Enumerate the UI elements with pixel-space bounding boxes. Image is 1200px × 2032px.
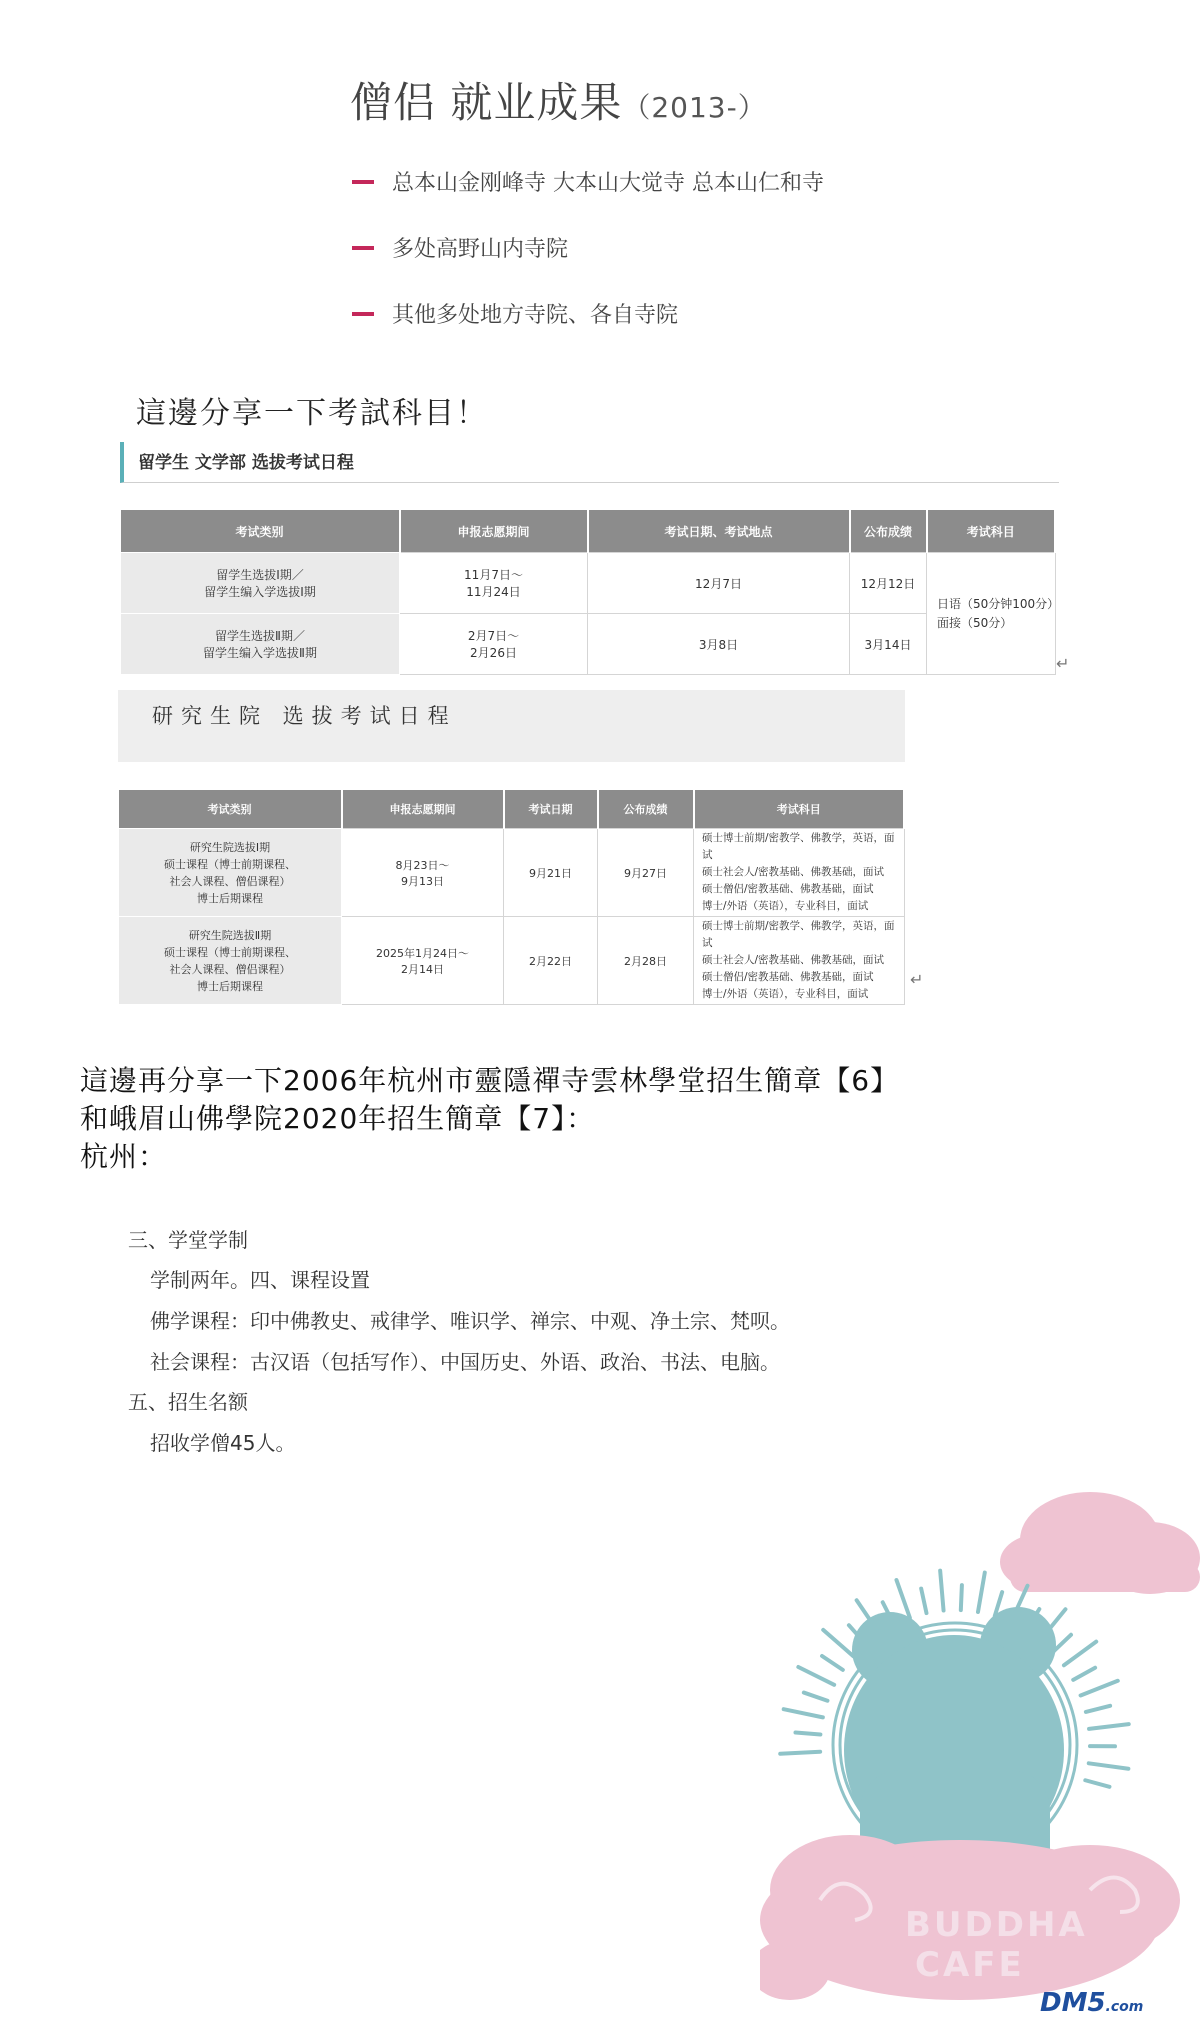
bullet-dash <box>352 246 374 250</box>
graduate-exam-table <box>118 790 905 1005</box>
doc-line: 学制两年。四、课程设置 <box>150 1268 370 1292</box>
result-item: 其他多处地方寺院、各自寺院 <box>352 298 678 329</box>
share-admission-text <box>80 1062 899 1176</box>
ray-line <box>823 1630 853 1656</box>
table-row <box>121 614 1056 675</box>
ray-line <box>1085 1780 1109 1787</box>
ray-line <box>795 1733 820 1735</box>
result-cell: 12月12日 <box>850 553 927 614</box>
watermark: DM5.com <box>1040 1988 1144 2018</box>
period-cell: 2月7日～ 2月26日 <box>400 614 588 675</box>
doc-line: 社会课程：古汉语（包括写作）、中国历史、外语、政治、书法、电脑。 <box>150 1350 780 1374</box>
ray-line <box>1081 1681 1118 1696</box>
col-header: 公布成绩 <box>598 790 694 829</box>
period-cell: 2025年1月24日～ 2月14日 <box>342 917 504 1005</box>
subjects-cell: 日语（50分钟100分） 面接（50分） <box>927 553 1056 675</box>
table-row <box>119 917 905 1005</box>
date-cell: 9月21日 <box>504 829 598 917</box>
category-cell: 留学生选拔Ⅰ期／ 留学生编入学选拔Ⅰ期 <box>121 553 400 614</box>
category-cell: 留学生选拔Ⅱ期／ 留学生编入学选拔Ⅱ期 <box>121 614 400 675</box>
section-header-graduate: 研究生院 选拔考试日程 <box>118 690 905 762</box>
ray-line <box>921 1589 926 1613</box>
table-header-row <box>119 790 905 829</box>
date-cell: 3月8日 <box>588 614 850 675</box>
doc-line: 佛学课程：印中佛教史、戒律学、唯识学、禅宗、中观、净土宗、梵呗。 <box>150 1309 790 1333</box>
table-row <box>121 553 1056 614</box>
ray-line <box>804 1693 828 1701</box>
doc-line: 三、学堂学制 <box>128 1228 248 1252</box>
col-header: 公布成绩 <box>850 510 927 553</box>
bullet-dash <box>352 180 374 184</box>
ray-line <box>1089 1763 1129 1768</box>
return-mark: ↵ <box>1056 654 1070 673</box>
logo-text <box>905 1905 1088 1985</box>
col-header: 申报志愿期间 <box>400 510 588 553</box>
ray-line <box>896 1580 909 1618</box>
ray-line <box>798 1667 834 1685</box>
share-line: 這邊再分享一下2006年杭州市靈隱禪寺雲林學堂招生簡章【6】 <box>80 1064 900 1097</box>
pink-cloud-icon <box>1000 1492 1200 1594</box>
result-cell: 3月14日 <box>850 614 927 675</box>
table-row <box>119 829 905 917</box>
result-cell: 2月28日 <box>598 917 694 1005</box>
col-header: 考试类别 <box>119 790 342 829</box>
ray-line <box>822 1656 843 1670</box>
col-header: 考试日期 <box>504 790 598 829</box>
result-item: 多处高野山内寺院 <box>352 232 568 263</box>
share-line: 杭州： <box>80 1140 168 1173</box>
ray-line <box>1086 1706 1110 1712</box>
category-cell: 研究生院选拔Ⅱ期 硕士课程（博士前期课程、 社会人课程、僧侣课程） 博士后期课程 <box>119 917 342 1005</box>
col-header: 申报志愿期间 <box>342 790 504 829</box>
section-header-undergrad: 留学生 文学部 选拔考试日程 <box>120 442 1059 483</box>
ray-line <box>978 1573 985 1612</box>
table-header-row <box>121 510 1056 553</box>
result-cell: 9月27日 <box>598 829 694 917</box>
col-header: 考试类别 <box>121 510 400 553</box>
date-cell: 12月7日 <box>588 553 850 614</box>
bullet-dash <box>352 312 374 316</box>
doc-line: 五、招生名额 <box>128 1390 248 1414</box>
ray-line <box>961 1585 962 1610</box>
ray-line <box>784 1709 823 1717</box>
result-item: 总本山金刚峰寺 大本山大觉寺 总本山仁和寺 <box>352 166 824 197</box>
page-title: 僧侣 就业成果（2013-） <box>350 78 767 127</box>
category-cell: 研究生院选拔Ⅰ期 硕士课程（博士前期课程、 社会人课程、僧侣课程） 博士后期课程 <box>119 829 342 917</box>
subjects-cell: 硕士博士前期/密教学、佛教学，英语，面试 硕士社会人/密教基础、佛教基础，面试 硕士僧侣/密教基础、佛教基础，面试 博士/外语（英语），专业科目，面试 <box>694 917 905 1005</box>
ray-line <box>780 1752 820 1754</box>
logo-line: BUDDHA <box>905 1905 1088 1945</box>
return-mark: ↵ <box>910 970 924 989</box>
ray-line <box>940 1571 943 1611</box>
doc-line: 招收学僧45人。 <box>150 1431 296 1455</box>
date-cell: 2月22日 <box>504 917 598 1005</box>
ray-line <box>1073 1668 1095 1680</box>
share-exam-text: 這邊分享一下考試科目！ <box>136 396 488 431</box>
col-header: 考试日期、考试地点 <box>588 510 850 553</box>
period-cell: 11月7日～ 11月24日 <box>400 553 588 614</box>
share-line: 和峨眉山佛學院2020年招生簡章【7】： <box>80 1102 596 1135</box>
period-cell: 8月23日～ 9月13日 <box>342 829 504 917</box>
undergrad-exam-table <box>120 510 1060 675</box>
col-header: 考试科目 <box>927 510 1056 553</box>
ray-line <box>1089 1724 1129 1729</box>
col-header: 考试科目 <box>694 790 905 829</box>
subjects-cell: 硕士博士前期/密教学、佛教学，英语，面试 硕士社会人/密教基础、佛教基础，面试 硕士僧侣/密教基础、佛教基础，面试 博士/外语（英语），专业科目，面试 <box>694 829 905 917</box>
ray-line <box>1064 1642 1096 1666</box>
logo-line: CAFE <box>915 1945 1025 1985</box>
